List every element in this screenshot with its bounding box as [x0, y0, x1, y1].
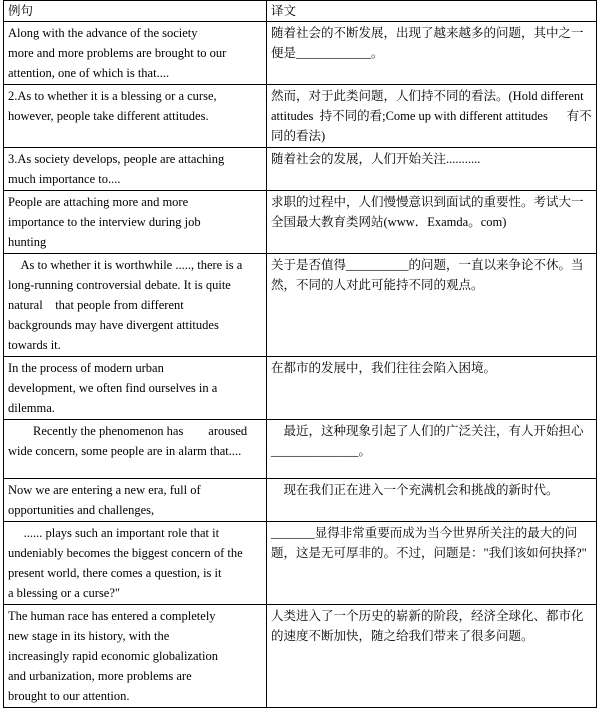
example-sentence: The human race has entered a completely new stage in its history, with the increasingly rapid economic globalization and urbanization, more problems are brought to our attention.: [4, 605, 267, 708]
table-row: [4, 605, 597, 708]
table-row: [4, 522, 597, 605]
example-sentence: Recently the phenomenon has aroused wide concern, some people are in alarm that....: [4, 420, 267, 479]
example-sentence: 2.As to whether it is a blessing or a curse, however, people take different attitudes.: [4, 85, 267, 148]
table-row: [4, 22, 597, 85]
header-translation: 译文: [267, 1, 597, 22]
example-sentence: In the process of modern urban development, we often find ourselves in a dilemma.: [4, 357, 267, 420]
translation: 在都市的发展中，我们往往会陷入困境。: [267, 357, 597, 420]
translation: 现在我们正在进入一个充满机会和挑战的新时代。: [267, 479, 597, 522]
table-row: [4, 85, 597, 148]
translation: 然而，对于此类问题，人们持不同的看法。(Hold different attitudes 持不同的看;Come up with different attitudes 有不同的看法): [267, 85, 597, 148]
translation: _______显得非常重要而成为当今世界所关注的最大的问题，这是无可厚非的。不过，问题是："我们该如何抉择?": [267, 522, 597, 605]
table-row: [4, 357, 597, 420]
example-sentence: Along with the advance of the society more and more problems are brought to our attention, one of which is that....: [4, 22, 267, 85]
translation: 求职的过程中，人们慢慢意识到面试的重要性。考试大一全国最大教育类网站(www．Examda。com): [267, 191, 597, 254]
table-row: [4, 479, 597, 522]
table-row: [4, 191, 597, 254]
translation: 人类进入了一个历史的崭新的阶段，经济全球化、都市化的速度不断加快，随之给我们带来了很多问题。: [267, 605, 597, 708]
translation: 随着社会的不断发展，出现了越来越多的问题，其中之一便是____________。: [267, 22, 597, 85]
translation: 关于是否值得__________的问题，一直以来争论不休。当然，不同的人对此可能持不同的观点。: [267, 254, 597, 357]
translation-table: [3, 0, 597, 708]
table-row: [4, 420, 597, 479]
translation: 随着社会的发展，人们开始关注...........: [267, 148, 597, 191]
table-row: [4, 254, 597, 357]
example-sentence: ...... plays such an important role that it undeniably becomes the biggest concern of the present world, there comes a question, is it a blessing or a curse?": [4, 522, 267, 605]
example-sentence: Now we are entering a new era, full of opportunities and challenges,: [4, 479, 267, 522]
translation: 最近，这种现象引起了人们的广泛关注，有人开始担心______________。: [267, 420, 597, 479]
table-row: [4, 148, 597, 191]
table-header-row: [4, 1, 597, 22]
example-sentence: People are attaching more and more importance to the interview during job hunting: [4, 191, 267, 254]
example-sentence: 3.As society develops, people are attaching much importance to....: [4, 148, 267, 191]
example-sentence: As to whether it is worthwhile ....., there is a long-running controversial debate. It is quite natural that people from different backgrounds may have divergent attitudes towards it.: [4, 254, 267, 357]
header-example-sentence: 例句: [4, 1, 267, 22]
